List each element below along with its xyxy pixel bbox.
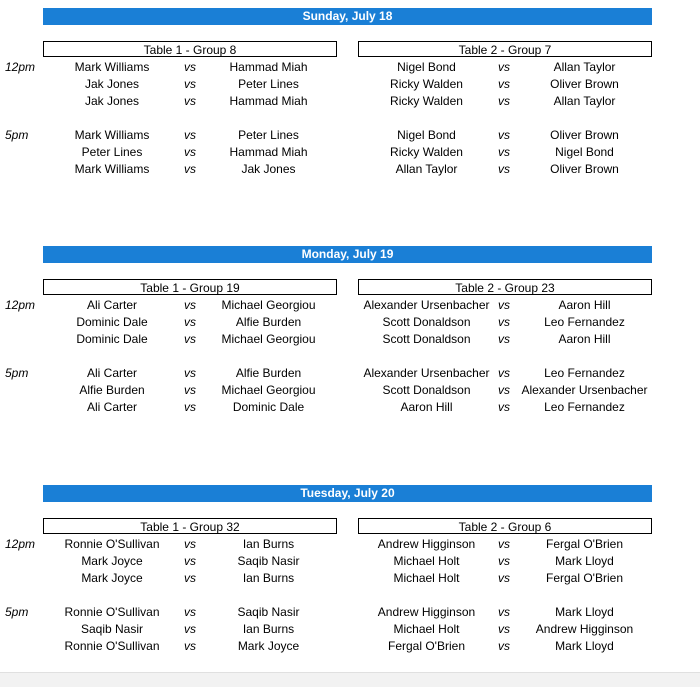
table-2-player-a: Fergal O'Brien xyxy=(388,639,465,653)
table-1-player-b: Hammad Miah xyxy=(229,145,308,159)
session-time: 12pm xyxy=(5,60,36,74)
table-1-player-b: Michael Georgiou xyxy=(221,383,316,397)
table-2-player-a: Nigel Bond xyxy=(397,128,456,142)
match-row xyxy=(0,144,700,161)
session-time: 5pm xyxy=(5,366,29,380)
table-1-player-a: Ali Carter xyxy=(86,366,137,380)
match-row xyxy=(0,399,700,416)
table-2-player-b: Leo Fernandez xyxy=(544,400,625,414)
table-2-player-a: Ricky Walden xyxy=(390,145,463,159)
vs-label: vs xyxy=(184,128,196,142)
vs-label: vs xyxy=(498,366,510,380)
session-time: 5pm xyxy=(5,128,29,142)
table-1-player-b: Ian Burns xyxy=(242,537,295,551)
vs-label: vs xyxy=(498,383,510,397)
match-row xyxy=(0,127,700,144)
table-2-player-a: Ricky Walden xyxy=(390,77,463,91)
vs-label: vs xyxy=(498,128,510,142)
day-header: Sunday, July 18 xyxy=(43,8,652,25)
table-2-player-b: Allan Taylor xyxy=(553,94,616,108)
vs-label: vs xyxy=(498,145,510,159)
table-2-player-a: Aaron Hill xyxy=(400,400,453,414)
table-1-player-a: Jak Jones xyxy=(84,77,140,91)
session-time: 5pm xyxy=(5,605,29,619)
vs-label: vs xyxy=(498,639,510,653)
table-2-player-a: Ricky Walden xyxy=(390,94,463,108)
table-2-player-b: Allan Taylor xyxy=(553,60,616,74)
match-row xyxy=(0,536,700,553)
table-1-player-b: Alfie Burden xyxy=(235,315,302,329)
table-1-player-a: Ronnie O'Sullivan xyxy=(64,639,160,653)
vs-label: vs xyxy=(498,162,510,176)
table-1-player-b: Peter Lines xyxy=(238,128,299,142)
vs-label: vs xyxy=(498,298,510,312)
vs-label: vs xyxy=(498,77,510,91)
table-1-title: Table 1 - Group 8 xyxy=(43,41,337,57)
table-2-player-b: Aaron Hill xyxy=(558,298,611,312)
vs-label: vs xyxy=(184,622,196,636)
table-2-player-a: Scott Donaldson xyxy=(382,383,471,397)
table-2-title: Table 2 - Group 6 xyxy=(358,518,652,534)
bottom-strip xyxy=(0,672,700,687)
table-1-player-a: Ronnie O'Sullivan xyxy=(64,537,160,551)
table-2-player-b: Mark Lloyd xyxy=(555,639,614,653)
vs-label: vs xyxy=(498,622,510,636)
vs-label: vs xyxy=(184,400,196,414)
table-1-player-b: Michael Georgiou xyxy=(221,298,316,312)
vs-label: vs xyxy=(498,400,510,414)
match-row xyxy=(0,76,700,93)
table-1-player-a: Mark Williams xyxy=(74,60,150,74)
session-time: 12pm xyxy=(5,298,36,312)
vs-label: vs xyxy=(184,383,196,397)
table-1-player-b: Peter Lines xyxy=(238,77,299,91)
vs-label: vs xyxy=(498,571,510,585)
table-2-player-a: Allan Taylor xyxy=(395,162,458,176)
table-1-player-b: Hammad Miah xyxy=(229,94,308,108)
table-1-player-b: Mark Joyce xyxy=(237,639,300,653)
table-1-player-a: Ronnie O'Sullivan xyxy=(64,605,160,619)
vs-label: vs xyxy=(184,554,196,568)
vs-label: vs xyxy=(184,298,196,312)
table-2-player-b: Oliver Brown xyxy=(550,77,619,91)
vs-label: vs xyxy=(184,145,196,159)
match-row xyxy=(0,621,700,638)
vs-label: vs xyxy=(184,332,196,346)
table-1-player-a: Saqib Nasir xyxy=(80,622,144,636)
table-1-player-a: Mark Joyce xyxy=(81,554,143,568)
table-1-player-a: Peter Lines xyxy=(81,145,143,159)
table-1-player-a: Alfie Burden xyxy=(79,383,145,397)
table-1-player-a: Ali Carter xyxy=(86,298,137,312)
table-1-player-b: Saqib Nasir xyxy=(237,554,300,568)
day-header: Monday, July 19 xyxy=(43,246,652,263)
table-1-player-a: Ali Carter xyxy=(86,400,137,414)
table-1-player-b: Alfie Burden xyxy=(235,366,302,380)
match-row xyxy=(0,314,700,331)
match-row xyxy=(0,331,700,348)
vs-label: vs xyxy=(184,94,196,108)
table-2-player-b: Fergal O'Brien xyxy=(546,571,623,585)
vs-label: vs xyxy=(184,77,196,91)
session-time: 12pm xyxy=(5,537,36,551)
vs-label: vs xyxy=(498,60,510,74)
table-2-player-a: Alexander Ursenbacher xyxy=(363,298,490,312)
match-row xyxy=(0,604,700,621)
table-1-player-b: Michael Georgiou xyxy=(221,332,316,346)
table-2-player-b: Fergal O'Brien xyxy=(546,537,623,551)
table-1-title: Table 1 - Group 32 xyxy=(43,518,337,534)
match-row xyxy=(0,161,700,178)
table-2-player-a: Alexander Ursenbacher xyxy=(363,366,490,380)
table-2-player-b: Aaron Hill xyxy=(558,332,611,346)
table-2-player-b: Oliver Brown xyxy=(550,128,619,142)
table-2-player-a: Michael Holt xyxy=(393,571,460,585)
match-row xyxy=(0,59,700,76)
table-2-player-b: Alexander Ursenbacher xyxy=(521,383,648,397)
table-1-player-a: Mark Williams xyxy=(74,128,150,142)
table-1-player-b: Saqib Nasir xyxy=(237,605,300,619)
table-2-player-a: Michael Holt xyxy=(393,622,460,636)
vs-label: vs xyxy=(498,332,510,346)
match-row xyxy=(0,297,700,314)
table-1-player-b: Dominic Dale xyxy=(232,400,305,414)
table-2-player-a: Andrew Higginson xyxy=(377,605,476,619)
match-row xyxy=(0,553,700,570)
vs-label: vs xyxy=(498,554,510,568)
table-2-player-a: Michael Holt xyxy=(393,554,460,568)
table-1-player-a: Dominic Dale xyxy=(76,332,148,346)
table-1-player-a: Jak Jones xyxy=(84,94,140,108)
table-2-player-a: Scott Donaldson xyxy=(382,332,471,346)
vs-label: vs xyxy=(184,366,196,380)
day-header: Tuesday, July 20 xyxy=(43,485,652,502)
table-1-title: Table 1 - Group 19 xyxy=(43,279,337,295)
table-2-player-b: Mark Lloyd xyxy=(555,605,614,619)
match-row xyxy=(0,93,700,110)
table-1-player-a: Mark Joyce xyxy=(81,571,143,585)
table-1-player-b: Jak Jones xyxy=(241,162,296,176)
table-1-player-b: Ian Burns xyxy=(242,622,295,636)
vs-label: vs xyxy=(184,315,196,329)
vs-label: vs xyxy=(184,537,196,551)
table-2-player-b: Mark Lloyd xyxy=(555,554,614,568)
table-2-player-b: Leo Fernandez xyxy=(544,366,625,380)
vs-label: vs xyxy=(184,571,196,585)
vs-label: vs xyxy=(498,605,510,619)
table-1-player-a: Dominic Dale xyxy=(76,315,148,329)
vs-label: vs xyxy=(184,639,196,653)
table-2-player-a: Nigel Bond xyxy=(397,60,456,74)
vs-label: vs xyxy=(498,537,510,551)
table-1-player-a: Mark Williams xyxy=(74,162,150,176)
match-row xyxy=(0,382,700,399)
table-1-player-b: Ian Burns xyxy=(242,571,295,585)
match-row xyxy=(0,638,700,655)
table-2-player-a: Andrew Higginson xyxy=(377,537,476,551)
table-1-player-b: Hammad Miah xyxy=(229,60,308,74)
vs-label: vs xyxy=(184,605,196,619)
vs-label: vs xyxy=(498,94,510,108)
table-2-title: Table 2 - Group 7 xyxy=(358,41,652,57)
table-2-player-b: Leo Fernandez xyxy=(544,315,625,329)
vs-label: vs xyxy=(184,60,196,74)
vs-label: vs xyxy=(498,315,510,329)
table-2-player-b: Andrew Higginson xyxy=(535,622,634,636)
table-2-title: Table 2 - Group 23 xyxy=(358,279,652,295)
vs-label: vs xyxy=(184,162,196,176)
table-2-player-b: Nigel Bond xyxy=(555,145,614,159)
match-row xyxy=(0,570,700,587)
table-2-player-a: Scott Donaldson xyxy=(382,315,471,329)
table-2-player-b: Oliver Brown xyxy=(550,162,619,176)
match-row xyxy=(0,365,700,382)
